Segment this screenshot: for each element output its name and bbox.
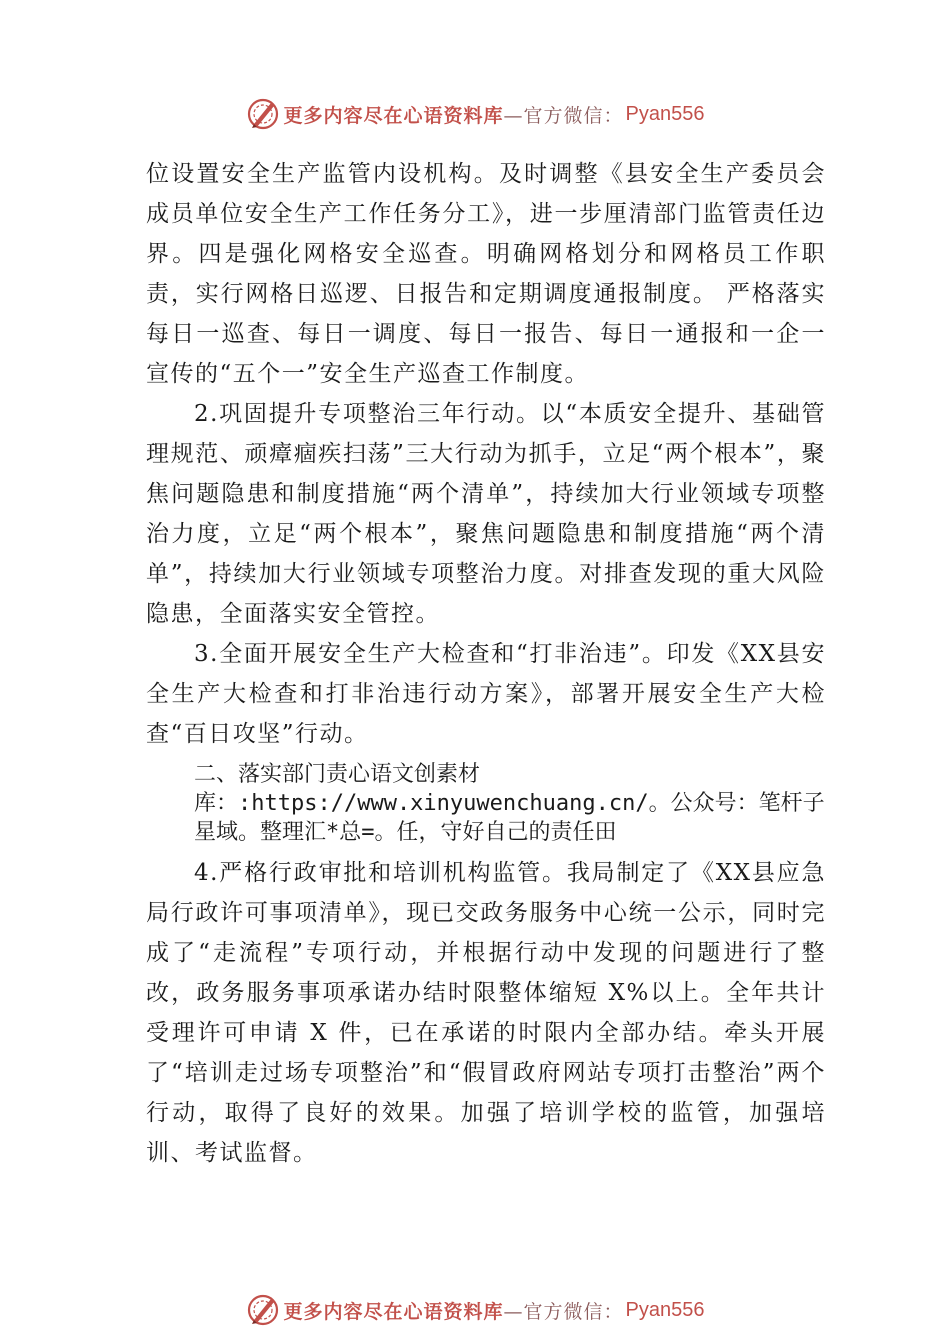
banner-wechat-id: Pyan556 <box>625 102 705 125</box>
pen-seal-logo-icon <box>246 97 280 131</box>
paragraph-4: 4.严格行政审批和培训机构监管。我局制定了《XX县应急局行政许可事项清单》，现已交政务服务中心统一公示，同时完成了“走流程”专项行动，并根据行动中发现的问题进行了整改，政务服务事项承诺办结时限整体缩短 X%以上。全年共计受理许可申请 X 件，已在承诺的时限内全部办结。牵头开展了“培训走过场专项整治”和“假冒政府网站专项打击整治”两个行动，取得了良好的效果。加强了培训学校的监管，加强培训、考试监督。 <box>146 860 826 1166</box>
paragraph-3: 3.全面开展安全生产大检查和“打非治违”。印发《XX县安全生产大检查和打非治违行动方案》，部署开展安全生产大检查“百日攻坚”行动。 <box>146 641 826 747</box>
footer-banner <box>0 1290 950 1330</box>
paragraph-1: 位设置安全生产监管内设机构。及时调整《县安全生产委员会成员单位安全生产工作任务分工》，进一步厘清部门监管责任边界。四是强化网格安全巡查。明确网格划分和网格员工作职责，实行网格日巡逻、日报告和定期调度通报制度。 严格落实每日一巡查、每日一调度、每日一报告、每日一通报和一企一宣传的“五个一”安全生产巡查工作制度。 <box>146 161 826 387</box>
section-heading-2: 二、落实部门责心语文创素材库：:https://www.xinyuwenchuang.cn/。公众号：笔杆子星域。整理汇*总=。任，守好自己的责任田 <box>194 762 825 845</box>
banner-brand-text: 更多内容尽在心语资料库 <box>283 1300 504 1323</box>
pen-seal-logo-icon <box>246 1293 280 1327</box>
document-body <box>146 154 826 1173</box>
header-banner <box>0 94 950 134</box>
paragraph-2: 2.巩固提升专项整治三年行动。以“本质安全提升、基础管理规范、顽瘴痼疾扫荡”三大行动为抓手，立足“两个根本”，聚焦问题隐患和制度措施“两个清单”，持续加大行业领域专项整治力度，立足“两个根本”，聚焦问题隐患和制度措施“两个清单”，持续加大行业领域专项整治力度。对排查发现的重大风险隐患，全面落实安全管控。 <box>146 401 826 627</box>
banner-official-label: —官方微信： <box>503 104 624 127</box>
banner-official-label: —官方微信： <box>503 1300 624 1323</box>
banner-brand-text: 更多内容尽在心语资料库 <box>283 104 504 127</box>
banner-wechat-id: Pyan556 <box>625 1298 705 1321</box>
